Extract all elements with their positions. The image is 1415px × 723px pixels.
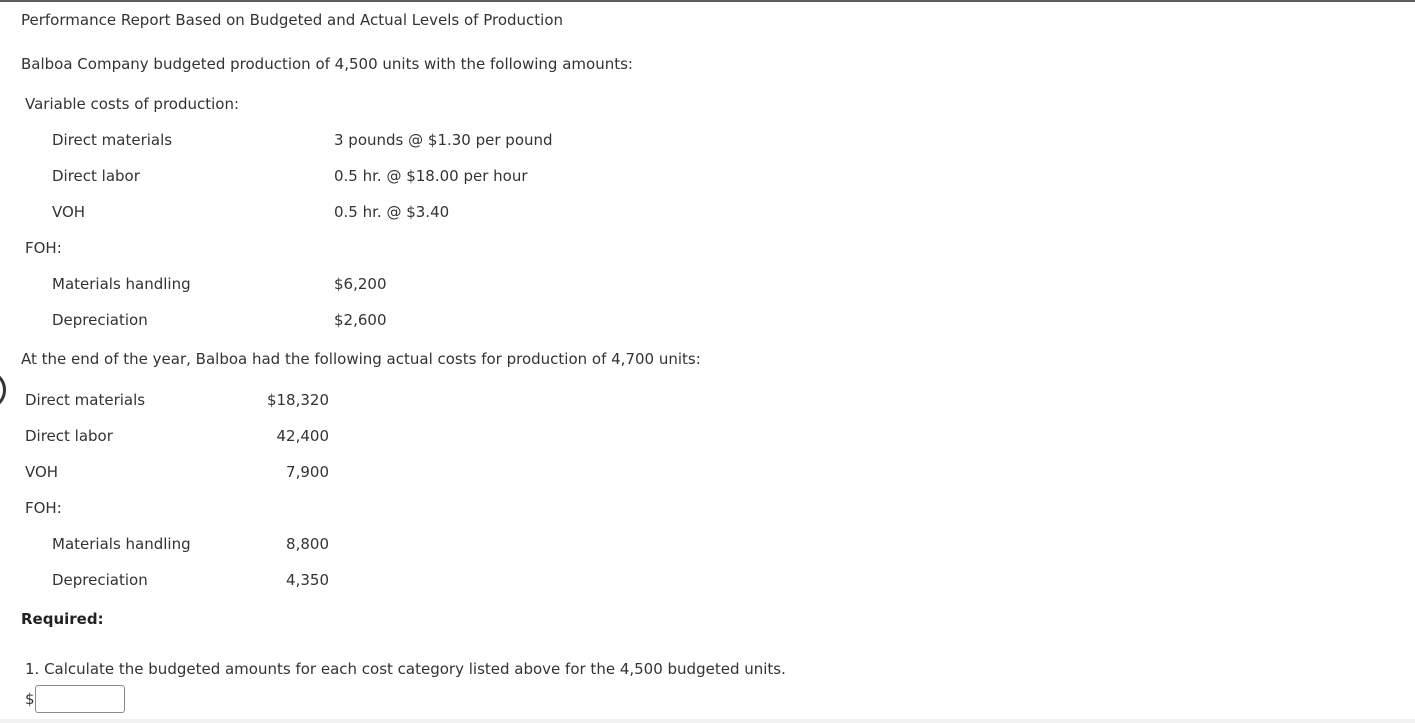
- currency-symbol: $: [25, 690, 35, 708]
- top-border: [0, 0, 1415, 2]
- required-label: Required:: [21, 610, 104, 628]
- budget-row-value: 0.5 hr. @ $3.40: [334, 203, 450, 221]
- budget-row-label: VOH: [52, 203, 86, 221]
- budget-row-label: Depreciation: [52, 311, 148, 329]
- variable-costs-heading: Variable costs of production:: [25, 95, 240, 113]
- budget-foh-heading: FOH:: [25, 239, 62, 257]
- actual-row-value: 7,900: [286, 463, 329, 481]
- budget-row-value: $2,600: [334, 311, 387, 329]
- actual-row-label: Direct labor: [25, 427, 113, 445]
- actual-row-label: Materials handling: [52, 535, 191, 553]
- answer-input[interactable]: [35, 685, 125, 713]
- actual-row-value: 4,350: [286, 571, 329, 589]
- budget-row-value: 3 pounds @ $1.30 per pound: [334, 131, 553, 149]
- budget-row-value: 0.5 hr. @ $18.00 per hour: [334, 167, 528, 185]
- bottom-strip: [0, 719, 1415, 723]
- actual-foh-heading: FOH:: [25, 499, 62, 517]
- budget-row-label: Direct labor: [52, 167, 140, 185]
- actual-intro-text: At the end of the year, Balboa had the following actual costs for production of 4,700 units:: [21, 350, 701, 368]
- budget-row-label: Materials handling: [52, 275, 191, 293]
- actual-row-value: 8,800: [286, 535, 329, 553]
- budget-row-value: $6,200: [334, 275, 387, 293]
- intro-text: Balboa Company budgeted production of 4,500 units with the following amounts:: [21, 55, 633, 73]
- actual-row-value: 42,400: [276, 427, 329, 445]
- actual-row-label: Direct materials: [25, 391, 146, 409]
- budget-row-label: Direct materials: [52, 131, 173, 149]
- actual-row-label: Depreciation: [52, 571, 148, 589]
- page-title: Performance Report Based on Budgeted and Actual Levels of Production: [21, 11, 564, 29]
- actual-row-value: $18,320: [266, 391, 329, 409]
- side-circle-icon: [0, 370, 6, 410]
- actual-row-label: VOH: [25, 463, 59, 481]
- question-1: 1. Calculate the budgeted amounts for each cost category listed above for the 4,500 budgeted units.: [25, 660, 786, 678]
